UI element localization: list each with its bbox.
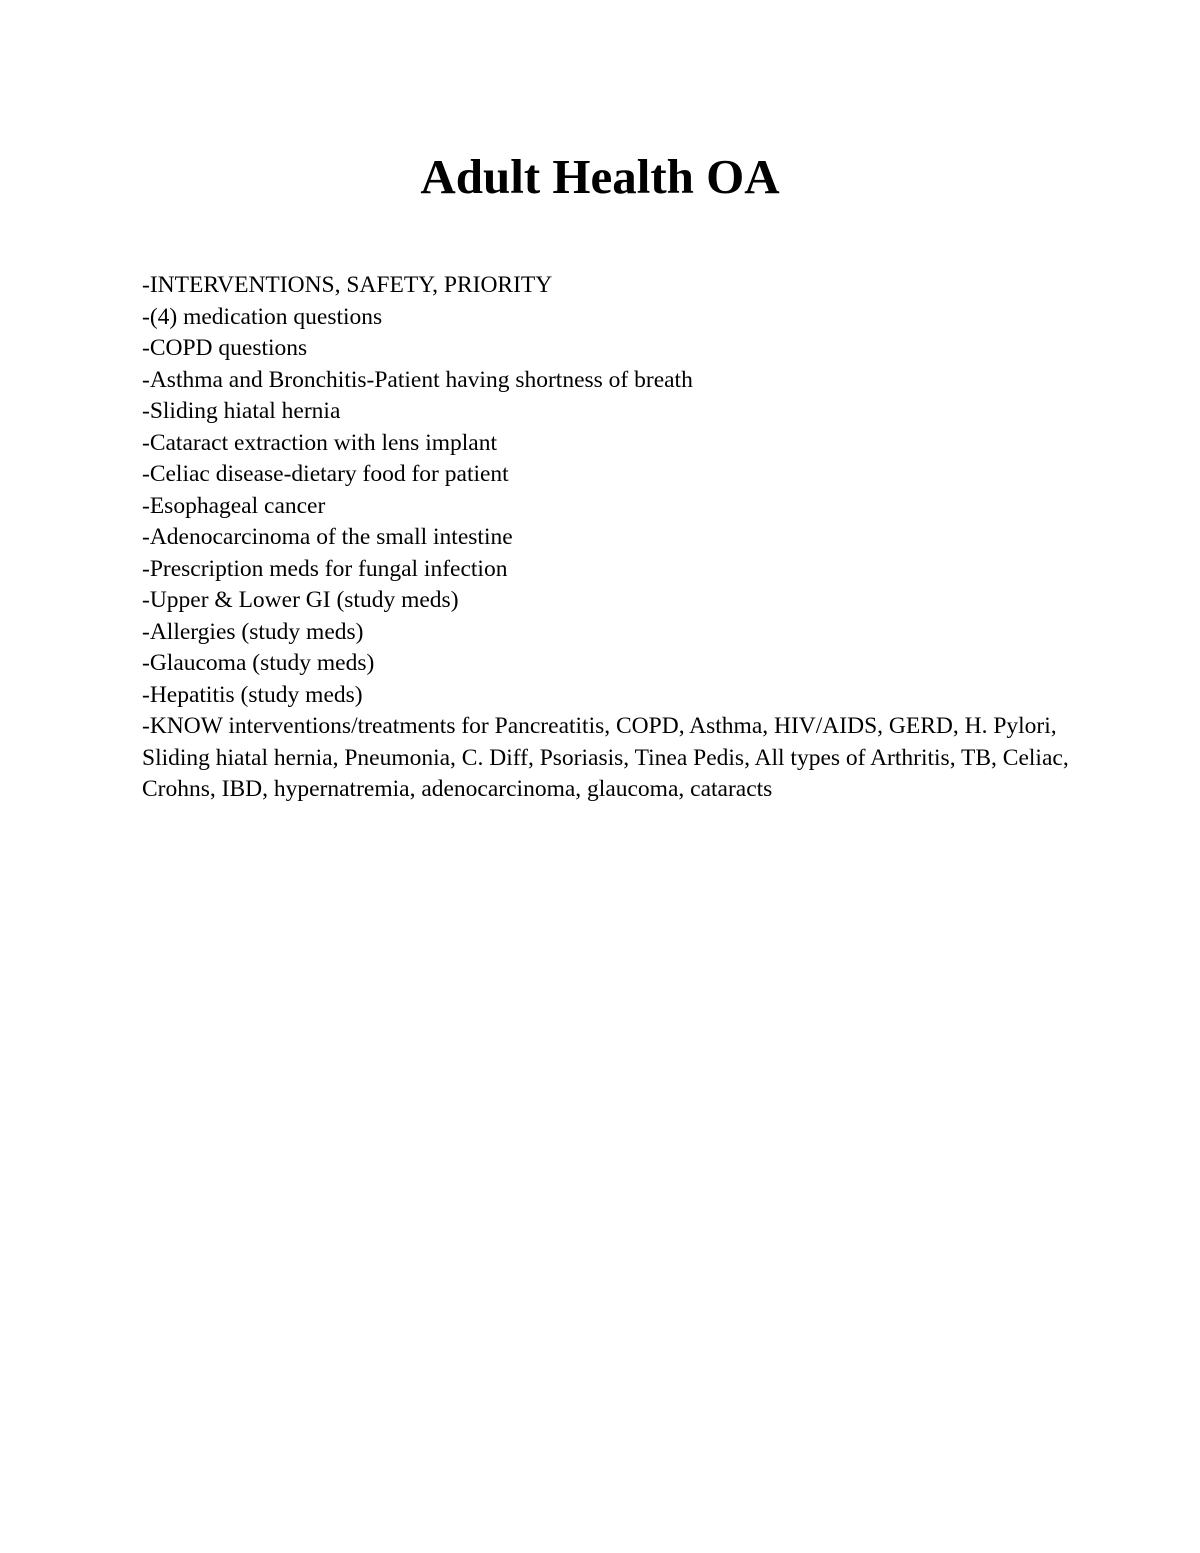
list-item: -Celiac disease-dietary food for patient xyxy=(142,461,509,487)
document-title: Adult Health OA xyxy=(420,149,780,204)
list-item: -Cataract extraction with lens implant xyxy=(142,429,497,456)
list-item: -INTERVENTIONS, SAFETY, PRIORITY xyxy=(142,272,553,298)
list-item: -Sliding hiatal hernia xyxy=(142,398,341,424)
list-item: -Allergies (study meds) xyxy=(142,618,364,645)
list-item: -KNOW interventions/treatments for Pancreatitis, COPD, Asthma, HIV/AIDS, GERD, H. Pylori, Sliding hiatal hernia, Pneumonia, C. Diff, Psoriasis, Tinea Pedis, All types of Arthritis, TB, Celiac, Crohns, IBD, hypernatremia, adenocarcinoma, glaucoma, cataracts xyxy=(142,713,1069,802)
list-item: -Hepatitis (study meds) xyxy=(142,681,363,708)
list-item: -Upper & Lower GI (study meds) xyxy=(142,587,459,613)
list-item: -COPD questions xyxy=(142,335,308,361)
list-item: -Esophageal cancer xyxy=(142,492,326,519)
topic-list xyxy=(142,270,1072,806)
list-item: -Prescription meds for fungal infection xyxy=(142,555,508,582)
list-item: -Asthma and Bronchitis-Patient having shortness of breath xyxy=(142,366,693,393)
list-item: -Glaucoma (study meds) xyxy=(142,650,375,676)
list-item: -Adenocarcinoma of the small intestine xyxy=(142,524,513,550)
list-item: -(4) medication questions xyxy=(142,303,383,330)
